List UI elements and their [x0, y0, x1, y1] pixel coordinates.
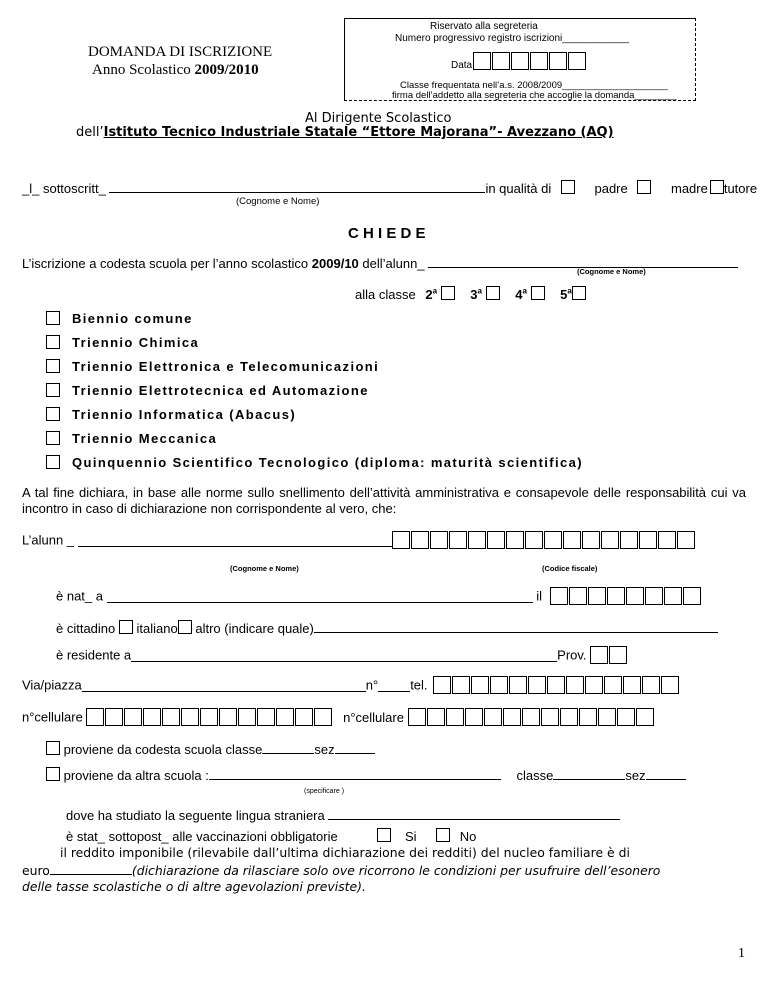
income-note: (dichiarazione da rilasciare solo ove ricorrono le condizioni per usufruire dell’esonero: [131, 863, 661, 878]
language-row: [66, 807, 620, 823]
digit-box[interactable]: [162, 708, 180, 726]
other-school-row: [46, 767, 686, 783]
role-madre-label: madre: [670, 181, 708, 196]
applicant-row: [22, 180, 757, 196]
digit-box[interactable]: [544, 531, 562, 549]
mobile-label-2: n°cellulare: [343, 709, 404, 725]
student-name-input[interactable]: [78, 534, 392, 547]
digit-box[interactable]: [588, 587, 606, 605]
digit-box[interactable]: [430, 531, 448, 549]
digit-box[interactable]: [503, 708, 521, 726]
request-heading: C H I E D E: [348, 225, 426, 242]
student-row: [22, 531, 696, 549]
digit-box[interactable]: [645, 587, 663, 605]
digit-box[interactable]: [427, 708, 445, 726]
tel-label: tel.: [410, 677, 428, 693]
checkbox-other-school[interactable]: [46, 767, 60, 781]
other-school-input[interactable]: [209, 767, 501, 780]
checkbox-this-school[interactable]: [46, 741, 60, 755]
digit-box[interactable]: [490, 676, 508, 694]
checkbox-class-5[interactable]: [572, 286, 586, 300]
street-label: Via/piazza: [22, 677, 82, 693]
digit-box[interactable]: [560, 708, 578, 726]
resident-label: è residente a: [56, 647, 132, 663]
digit-box[interactable]: [664, 587, 682, 605]
digit-box[interactable]: [569, 587, 587, 605]
birthdate-field[interactable]: [550, 587, 702, 602]
checkbox-altro[interactable]: [178, 620, 192, 634]
digit-box[interactable]: [411, 531, 429, 549]
checkbox-class-3[interactable]: [486, 286, 500, 300]
digit-box[interactable]: [677, 531, 695, 549]
this-school-label: proviene da codesta scuola classe: [63, 742, 263, 757]
digit-box[interactable]: [626, 587, 644, 605]
other-school-class-input[interactable]: [553, 767, 625, 780]
residence-row: [56, 646, 628, 664]
born-date-label: il: [536, 588, 543, 604]
digit-box[interactable]: [601, 531, 619, 549]
income-line3: [22, 879, 366, 894]
digit-box[interactable]: [607, 587, 625, 605]
digit-box[interactable]: [509, 676, 527, 694]
request-text: L’iscrizione a codesta scuola per l’anno scolastico: [22, 256, 309, 271]
course-checkbox[interactable]: [46, 359, 60, 373]
digit-box[interactable]: [541, 708, 559, 726]
income-euro-label: euro: [22, 863, 50, 878]
checkbox-class-4[interactable]: [531, 286, 545, 300]
fiscal-code-field[interactable]: [392, 531, 696, 546]
school-year: [92, 62, 259, 79]
class-3-label: 3$^a$: [470, 286, 482, 302]
student-name-hint: (Cognome e Nome): [230, 564, 299, 573]
digit-box[interactable]: [579, 708, 597, 726]
this-school-row: [46, 741, 375, 757]
digit-box[interactable]: [143, 708, 161, 726]
digit-box[interactable]: [604, 676, 622, 694]
school-year-label: Anno Scolastico: [92, 62, 191, 78]
course-checkbox[interactable]: [46, 335, 60, 349]
digit-box[interactable]: [276, 708, 294, 726]
other-school-section-input[interactable]: [646, 767, 686, 780]
specify-hint: (specificare ): [304, 788, 345, 795]
digit-box[interactable]: [181, 708, 199, 726]
applicant-prefix: _l_ sottoscritt_: [22, 181, 106, 196]
course-label: Biennio comune: [72, 311, 193, 326]
digit-box[interactable]: [86, 708, 104, 726]
digit-box[interactable]: [566, 676, 584, 694]
telephone-field[interactable]: [433, 676, 680, 691]
digit-box[interactable]: [609, 646, 627, 664]
checkbox-madre[interactable]: [637, 180, 651, 194]
page-number: 1: [738, 946, 745, 961]
altro-label: altro (indicare quale): [195, 621, 314, 636]
course-option[interactable]: [46, 335, 199, 350]
digit-box[interactable]: [446, 708, 464, 726]
date-digit-box[interactable]: [511, 52, 529, 70]
address-prefix: dell’: [76, 125, 104, 140]
digit-box[interactable]: [257, 708, 275, 726]
date-digit-box[interactable]: [549, 52, 567, 70]
reserved-line1: Riservato alla segreteria: [430, 21, 538, 32]
course-label: Triennio Informatica (Abacus): [72, 407, 297, 422]
digit-box[interactable]: [124, 708, 142, 726]
class-2-label: 2$^a$: [425, 286, 438, 302]
digit-box[interactable]: [590, 646, 608, 664]
school-year-value: 2009/2010: [194, 62, 259, 78]
request-year: 2009/10: [311, 256, 359, 271]
reserved-line2: Numero progressivo registro iscrizioni____________: [395, 33, 630, 44]
income-line2: [22, 862, 660, 878]
citizenship-other-input[interactable]: [314, 620, 718, 633]
other-section-label: sez: [625, 768, 646, 783]
checkbox-padre[interactable]: [561, 180, 575, 194]
digit-box[interactable]: [200, 708, 218, 726]
reserved-line3: Classe frequentata nell’a.s. 2008/2009____________________: [400, 80, 668, 91]
course-option[interactable]: [46, 383, 369, 398]
digit-box[interactable]: [487, 531, 505, 549]
address-line1: Al Dirigente Scolastico: [305, 111, 452, 126]
digit-box[interactable]: [585, 676, 603, 694]
digit-box[interactable]: [582, 531, 600, 549]
role-padre-label: padre: [594, 181, 628, 196]
digit-box[interactable]: [471, 676, 489, 694]
applicant-name-field[interactable]: [109, 180, 485, 193]
mobile-row: [22, 708, 655, 726]
declaration-text: A tal fine dichiara, in base alle norme sullo snellimento dell’attività amministrativa e consapevole delle responsabilità cui va incontro in caso di dichiarazione non corrispondente al vero, che:: [22, 485, 746, 516]
checkbox-vaccination-no[interactable]: [436, 828, 450, 842]
reserved-line4: firma dell’addetto alla segreteria che accoglie la domanda________: [392, 90, 677, 101]
course-checkbox[interactable]: [46, 431, 60, 445]
language-input[interactable]: [328, 807, 620, 820]
checkbox-class-2[interactable]: [441, 286, 455, 300]
digit-box[interactable]: [525, 531, 543, 549]
birthplace-input[interactable]: [107, 590, 533, 603]
other-school-label: proviene da altra scuola :: [63, 768, 209, 783]
digit-box[interactable]: [484, 708, 502, 726]
digit-box[interactable]: [528, 676, 546, 694]
income-line1: il reddito imponibile (rilevabile dall’ultima dichiarazione dei redditi) del nucleo familiare è di: [60, 845, 630, 860]
date-digit-box[interactable]: [530, 52, 548, 70]
digit-box[interactable]: [452, 676, 470, 694]
checkbox-tutore[interactable]: [710, 180, 724, 194]
digit-box[interactable]: [623, 676, 641, 694]
course-option[interactable]: [46, 359, 379, 374]
course-label: Triennio Elettronica e Telecomunicazioni: [72, 359, 380, 374]
course-checkbox[interactable]: [46, 311, 60, 325]
digit-box[interactable]: [617, 708, 635, 726]
course-label: Triennio Elettrotecnica ed Automazione: [72, 383, 369, 398]
digit-box[interactable]: [468, 531, 486, 549]
digit-box[interactable]: [506, 531, 524, 549]
reserved-date-field[interactable]: [473, 52, 587, 70]
class-5-label: 5$^a$: [560, 286, 572, 302]
digit-box[interactable]: [314, 708, 332, 726]
checkbox-vaccination-yes[interactable]: [377, 828, 391, 842]
residence-input[interactable]: [131, 649, 557, 662]
street-input[interactable]: [82, 679, 366, 692]
digit-box[interactable]: [661, 676, 679, 694]
mobile-field-1[interactable]: [86, 708, 333, 723]
digit-box[interactable]: [238, 708, 256, 726]
course-option[interactable]: [46, 455, 583, 470]
digit-box[interactable]: [563, 531, 581, 549]
reserved-date-label: Data: [451, 60, 473, 71]
vaccination-label: è stat_ sottopost_ alle vaccinazioni obbligatorie: [66, 829, 338, 844]
digit-box[interactable]: [658, 531, 676, 549]
school-name: Istituto Tecnico Industriale Statale “Ettore Majorana”- Avezzano (AQ): [103, 125, 614, 140]
street-number-input[interactable]: [378, 679, 410, 692]
role-label: in qualità di: [485, 181, 552, 196]
digit-box[interactable]: [219, 708, 237, 726]
course-checkbox[interactable]: [46, 407, 60, 421]
digit-box[interactable]: [620, 531, 638, 549]
this-school-class-input[interactable]: [262, 741, 314, 754]
digit-box[interactable]: [683, 587, 701, 605]
fiscal-code-hint: (Codice fiscale): [542, 564, 598, 573]
income-amount-input[interactable]: [50, 862, 132, 875]
mobile-field-2[interactable]: [408, 708, 655, 723]
course-option[interactable]: [46, 431, 217, 446]
date-digit-box[interactable]: [568, 52, 586, 70]
date-digit-box[interactable]: [473, 52, 491, 70]
no-label: No: [459, 829, 477, 844]
digit-box[interactable]: [408, 708, 426, 726]
income-note-end: delle tasse scolastiche o di altre agevolazioni previste).: [22, 879, 366, 894]
this-school-section-input[interactable]: [335, 741, 375, 754]
class-label: alla classe: [355, 287, 416, 302]
digit-box[interactable]: [547, 676, 565, 694]
checkbox-italiano[interactable]: [119, 620, 133, 634]
digit-box[interactable]: [392, 531, 410, 549]
number-label: n°: [365, 677, 379, 693]
role-tutore-label: tutore: [723, 181, 758, 196]
prov-label: Prov.: [557, 647, 587, 663]
citizen-label: è cittadino: [56, 621, 116, 636]
other-class-label: classe: [516, 768, 554, 783]
digit-box[interactable]: [522, 708, 540, 726]
digit-box[interactable]: [433, 676, 451, 694]
address-line2: [76, 125, 614, 140]
birth-row: [56, 587, 702, 605]
course-option[interactable]: [46, 311, 193, 326]
digit-box[interactable]: [449, 531, 467, 549]
street-row: [22, 676, 680, 694]
digit-box[interactable]: [639, 531, 657, 549]
mobile-label-1: n°cellulare: [22, 709, 83, 725]
course-checkbox[interactable]: [46, 455, 60, 469]
class-row: [355, 286, 586, 302]
digit-box[interactable]: [550, 587, 568, 605]
language-label: dove ha studiato la seguente lingua straniera: [66, 808, 325, 823]
student-label: L’alunn _: [22, 532, 75, 548]
vaccination-row: [66, 828, 476, 844]
form-title: DOMANDA DI ISCRIZIONE: [88, 44, 273, 60]
request-name-hint: (Cognome e Nome): [577, 267, 646, 276]
course-label: Triennio Meccanica: [72, 431, 218, 446]
course-checkbox[interactable]: [46, 383, 60, 397]
citizenship-row: [56, 620, 718, 636]
digit-box[interactable]: [636, 708, 654, 726]
province-field[interactable]: [590, 646, 628, 661]
class-4-label: 4$^a$: [515, 286, 527, 302]
digit-box[interactable]: [295, 708, 313, 726]
italiano-label: italiano: [136, 621, 178, 636]
course-option[interactable]: [46, 407, 296, 422]
digit-box[interactable]: [642, 676, 660, 694]
request-suffix: dell’alunn_: [362, 256, 425, 271]
digit-box[interactable]: [598, 708, 616, 726]
section-label: sez: [314, 742, 335, 757]
course-label: Triennio Chimica: [72, 335, 200, 350]
course-label: Quinquennio Scientifico Tecnologico (diploma: maturità scientifica): [72, 455, 584, 470]
digit-box[interactable]: [105, 708, 123, 726]
digit-box[interactable]: [465, 708, 483, 726]
yes-label: Si: [404, 829, 417, 844]
date-digit-box[interactable]: [492, 52, 510, 70]
applicant-name-hint: (Cognome e Nome): [236, 196, 320, 207]
born-label: è nat_ a: [56, 588, 103, 604]
